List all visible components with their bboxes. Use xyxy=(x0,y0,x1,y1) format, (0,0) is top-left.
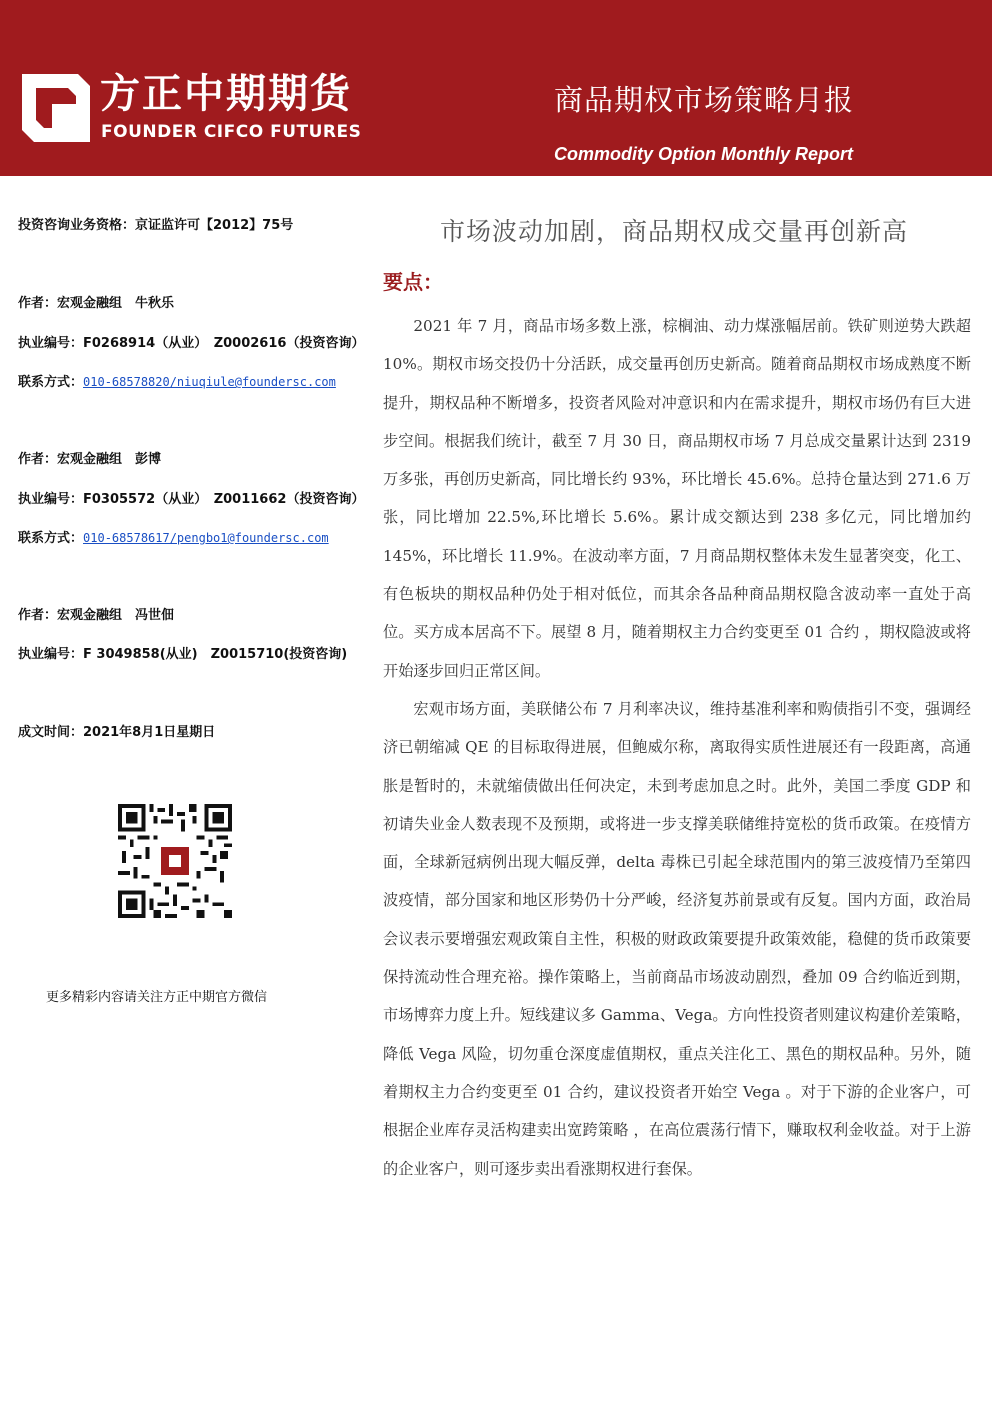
keypoints-heading: 要点： xyxy=(383,270,443,294)
report-title-cn: 商品期权市场策略月报 xyxy=(553,83,854,117)
contact-label: 联系方式： xyxy=(18,531,84,546)
qualification-line: 投资咨询业务资格：京证监许可【2012】75号 xyxy=(18,218,294,233)
paragraph: 宏观市场方面，美联储公布 7 月利率决议，维持基准利率和购债指引不变，强调经济已朝缩减 QE 的目标取得进展，但鲍威尔称，离取得实质性进展还有一段距离，高通胀是暂时的，未就缩债做出任何决定，未到考虑加息之时。此外，美国二季度 GDP 和初请失业金人数表现不及预期，或将进一步支撑美联储维持宽松的货币政策。在疫情方面，全球新冠病例出现大幅反弹，delta 毒株已引起全球范围内的第三波疫情乃至第四波疫情，部分国家和地区形势仍十分严峻，经济复苏前景或有反复。国内方面，政治局会议表示要增强宏观政策自主性，积极的财政政策要提升政策效能，稳健的货币政策要保持流动性合理充裕。操作策略上，当前商品市场波动剧烈，叠加 09 合约临近到期，市场博弈力度上升。短线建议多 Gamma、Vega。方向性投资者则建议构建价差策略，降低 Vega 风险，切勿重仓深度虚值期权，重点关注化工、黑色的期权品种。另外，随着期权主力合约变更至 01 合约，建议投资者开始空 Vega 。对于下游的企业客户，可根据企业库存灵活构建卖出宽跨策略 ，在高位震荡行情下，赚取权利金收益。对于上游的企业客户，则可逐步卖出看涨期权进行套保。 xyxy=(383,699,971,1178)
author-2-contact-link[interactable]: 010-68578617/pengbo1@foundersc.com xyxy=(83,531,329,545)
logo-text-cn: 方正中期期货 xyxy=(100,71,352,117)
logo-text-en: FOUNDER CIFCO FUTURES xyxy=(101,122,362,142)
author-1-license: 执业编号：F0268914（从业） Z0002616（投资咨询） xyxy=(18,336,365,351)
wechat-qr-code-icon[interactable] xyxy=(118,804,232,918)
qr-caption: 更多精彩内容请关注方正中期官方微信 xyxy=(46,990,268,1005)
author-2-contact-line xyxy=(18,527,329,546)
author-2-name: 作者：宏观金融组 彭博 xyxy=(18,452,162,467)
paragraph: 2021 年 7 月，商品市场多数上涨，棕榈油、动力煤涨幅居前。铁矿则逆势大跌超 10%。期权市场交投仍十分活跃，成交量再创历史新高。随着商品期权市场成熟度不断提升，期权品种不断增多，投资者风险对冲意识和内在需求提升，期权市场仍有巨大进步空间。根据我们统计，截至 7 月 30 日，商品期权市场 7 月总成交量累计达到 2319 万多张，再创历史新高，同比增长约 93%，环比增长 45.6%。总持仓量达到 271.6 万张，同比增加 22.5%,环比增长 5.6%。累计成交额达到 238 多亿元，同比增加约 145%，环比增长 11.9%。在波动率方面，7 月商品期权整体未发生显著突变，化工、有色板块的期权品种仍处于相对低位，而其余各品种商品期权隐含波动率一直处于高位。买方成本居高不下。展望 8 月，随着期权主力合约变更至 01 合约 ，期权隐波或将开始逐步回归正常区间。 xyxy=(383,317,971,680)
publish-date: 成文时间：2021年8月1日星期日 xyxy=(18,725,216,740)
author-3-name: 作者：宏观金融组 冯世佃 xyxy=(18,608,175,623)
author-1-contact-line xyxy=(18,371,336,390)
article-body xyxy=(383,307,971,1188)
report-header xyxy=(0,0,992,176)
author-3-license: 执业编号：F 3049858(从业) Z0015710(投资咨询) xyxy=(18,647,348,662)
author-1-name: 作者：宏观金融组 牛秋乐 xyxy=(18,296,175,311)
founder-logo-icon xyxy=(22,74,90,142)
author-2-license: 执业编号：F0305572（从业） Z0011662（投资咨询） xyxy=(18,492,365,507)
contact-label: 联系方式： xyxy=(18,375,84,390)
report-title-en: Commodity Option Monthly Report xyxy=(554,144,853,164)
article-title: 市场波动加剧，商品期权成交量再创新高 xyxy=(440,217,909,246)
author-1-contact-link[interactable]: 010-68578820/niuqiule@foundersc.com xyxy=(83,375,336,389)
